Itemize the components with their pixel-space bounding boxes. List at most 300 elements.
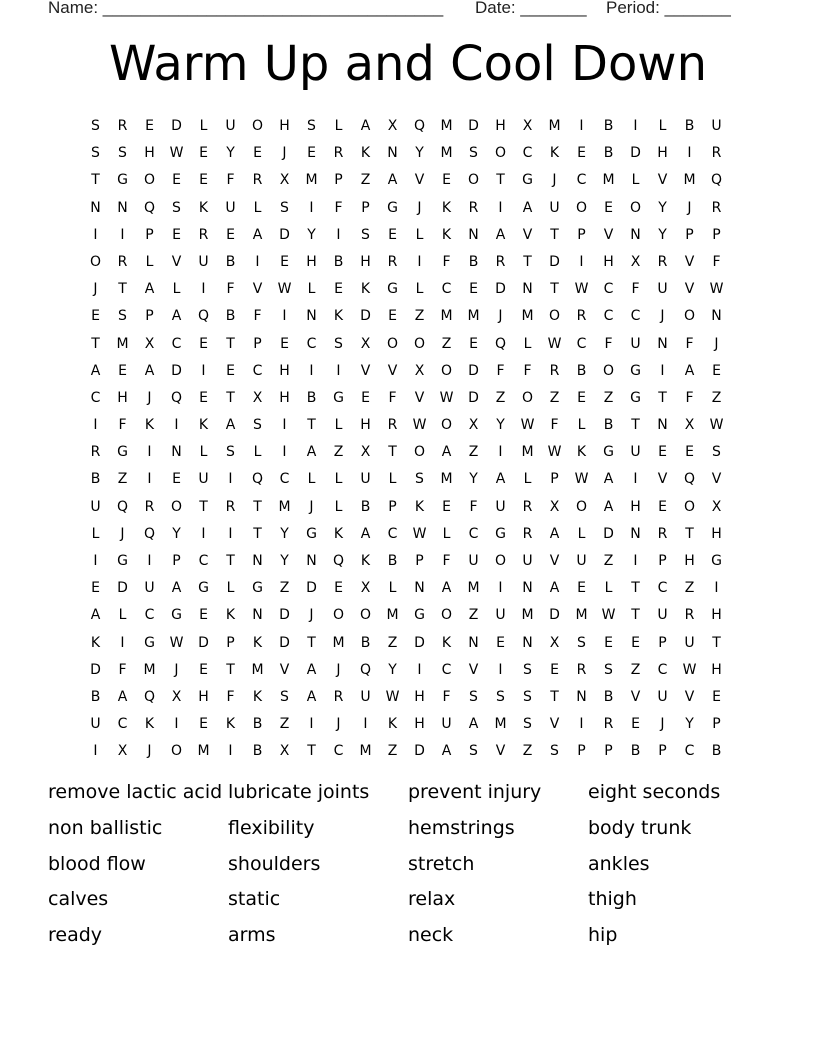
grid-letter[interactable]: E: [658, 444, 667, 461]
grid-letter[interactable]: C: [306, 335, 317, 352]
grid-letter[interactable]: E: [172, 172, 181, 189]
grid-letter[interactable]: T: [253, 525, 262, 542]
grid-letter[interactable]: L: [577, 417, 586, 434]
grid-letter[interactable]: T: [550, 688, 559, 705]
grid-letter[interactable]: H: [279, 362, 290, 379]
grid-letter[interactable]: U: [657, 607, 668, 624]
grid-letter[interactable]: K: [387, 716, 398, 733]
grid-letter[interactable]: U: [522, 553, 533, 569]
grid-letter[interactable]: G: [117, 172, 128, 189]
grid-letter[interactable]: X: [171, 688, 182, 705]
grid-letter[interactable]: T: [199, 498, 208, 515]
grid-letter[interactable]: J: [336, 661, 341, 678]
grid-letter[interactable]: F: [442, 688, 451, 705]
grid-letter[interactable]: E: [91, 580, 100, 597]
grid-letter[interactable]: C: [171, 335, 182, 352]
grid-letter[interactable]: X: [630, 253, 641, 270]
grid-letter[interactable]: G: [333, 389, 344, 406]
grid-letter[interactable]: F: [226, 172, 235, 189]
grid-letter[interactable]: C: [441, 281, 452, 298]
grid-letter[interactable]: K: [198, 199, 209, 216]
grid-letter[interactable]: S: [469, 743, 478, 760]
grid-letter[interactable]: I: [498, 661, 503, 678]
grid-letter[interactable]: R: [117, 118, 128, 134]
grid-letter[interactable]: S: [91, 145, 100, 162]
grid-letter[interactable]: E: [604, 634, 613, 651]
grid-letter[interactable]: I: [93, 553, 98, 569]
grid-letter[interactable]: I: [417, 661, 422, 678]
grid-letter[interactable]: Z: [387, 743, 398, 760]
grid-letter[interactable]: A: [117, 688, 128, 705]
grid-letter[interactable]: K: [252, 688, 263, 705]
grid-letter[interactable]: Q: [143, 525, 156, 542]
grid-letter[interactable]: Y: [226, 145, 235, 162]
grid-letter[interactable]: U: [495, 607, 506, 624]
grid-letter[interactable]: I: [201, 362, 206, 379]
grid-letter[interactable]: C: [522, 145, 533, 162]
grid-letter[interactable]: D: [549, 607, 560, 624]
grid-letter[interactable]: Q: [359, 661, 372, 678]
grid-letter[interactable]: R: [522, 498, 533, 515]
grid-letter[interactable]: K: [144, 417, 155, 434]
grid-letter[interactable]: H: [495, 118, 506, 134]
grid-letter[interactable]: Y: [685, 716, 694, 733]
grid-letter[interactable]: L: [415, 226, 424, 243]
grid-letter[interactable]: N: [468, 226, 479, 243]
grid-letter[interactable]: Z: [603, 553, 614, 569]
grid-letter[interactable]: N: [252, 607, 263, 624]
grid-letter[interactable]: W: [574, 281, 589, 298]
grid-letter[interactable]: M: [251, 661, 264, 678]
grid-letter[interactable]: X: [360, 335, 371, 352]
grid-letter[interactable]: X: [360, 580, 371, 597]
grid-letter[interactable]: Z: [522, 743, 533, 760]
grid-letter[interactable]: G: [306, 525, 317, 542]
grid-letter[interactable]: M: [467, 580, 480, 597]
grid-letter[interactable]: U: [549, 199, 560, 216]
grid-letter[interactable]: I: [633, 553, 638, 569]
grid-letter[interactable]: R: [711, 199, 722, 216]
grid-letter[interactable]: A: [495, 226, 506, 243]
date-field-label[interactable]: Date: _______: [475, 0, 587, 17]
grid-letter[interactable]: P: [334, 172, 343, 189]
grid-letter[interactable]: E: [199, 607, 208, 624]
grid-letter[interactable]: A: [360, 118, 371, 134]
grid-letter[interactable]: X: [414, 362, 425, 379]
grid-letter[interactable]: V: [657, 471, 668, 488]
grid-letter[interactable]: H: [711, 661, 722, 678]
grid-letter[interactable]: B: [603, 688, 614, 705]
grid-letter[interactable]: L: [334, 417, 343, 434]
grid-letter[interactable]: Z: [279, 716, 290, 733]
grid-letter[interactable]: E: [577, 580, 586, 597]
grid-letter[interactable]: Z: [711, 389, 722, 406]
grid-letter[interactable]: L: [334, 498, 343, 515]
grid-letter[interactable]: C: [387, 525, 398, 542]
grid-letter[interactable]: X: [549, 634, 560, 651]
grid-letter[interactable]: P: [577, 743, 586, 760]
grid-letter[interactable]: U: [468, 553, 479, 569]
grid-letter[interactable]: O: [89, 253, 102, 270]
grid-letter[interactable]: G: [252, 580, 263, 597]
grid-letter[interactable]: T: [631, 607, 640, 624]
grid-letter[interactable]: E: [712, 688, 721, 705]
grid-letter[interactable]: Z: [441, 335, 452, 352]
grid-letter[interactable]: C: [144, 607, 155, 624]
grid-letter[interactable]: S: [712, 444, 721, 461]
grid-letter[interactable]: W: [439, 389, 454, 406]
grid-letter[interactable]: R: [252, 172, 263, 189]
grid-letter[interactable]: K: [441, 226, 452, 243]
grid-letter[interactable]: O: [548, 308, 561, 325]
grid-letter[interactable]: P: [577, 226, 586, 243]
grid-letter[interactable]: C: [603, 281, 614, 298]
grid-letter[interactable]: L: [253, 444, 262, 461]
grid-letter[interactable]: U: [360, 688, 371, 705]
grid-letter[interactable]: H: [306, 253, 317, 270]
grid-letter[interactable]: E: [658, 498, 667, 515]
grid-letter[interactable]: S: [523, 716, 532, 733]
grid-letter[interactable]: J: [147, 389, 152, 406]
grid-letter[interactable]: N: [522, 634, 533, 651]
grid-letter[interactable]: U: [198, 253, 209, 270]
grid-letter[interactable]: S: [91, 118, 100, 134]
grid-letter[interactable]: H: [414, 716, 425, 733]
grid-letter[interactable]: E: [496, 634, 505, 651]
grid-letter[interactable]: W: [709, 281, 724, 298]
grid-letter[interactable]: M: [683, 172, 696, 189]
grid-letter[interactable]: O: [575, 498, 588, 515]
grid-letter[interactable]: U: [225, 118, 236, 134]
grid-letter[interactable]: S: [550, 743, 559, 760]
grid-letter[interactable]: O: [575, 199, 588, 216]
grid-letter[interactable]: J: [309, 498, 314, 515]
grid-letter[interactable]: K: [360, 145, 371, 162]
grid-letter[interactable]: R: [657, 525, 668, 542]
grid-letter[interactable]: U: [495, 498, 506, 515]
grid-letter[interactable]: S: [118, 145, 127, 162]
grid-letter[interactable]: S: [496, 688, 505, 705]
grid-letter[interactable]: G: [522, 172, 533, 189]
grid-letter[interactable]: H: [414, 688, 425, 705]
grid-letter[interactable]: H: [360, 253, 371, 270]
grid-letter[interactable]: I: [174, 417, 179, 434]
grid-letter[interactable]: E: [118, 362, 127, 379]
grid-letter[interactable]: S: [226, 444, 235, 461]
grid-letter[interactable]: G: [144, 634, 155, 651]
grid-letter[interactable]: M: [386, 607, 399, 624]
grid-letter[interactable]: Z: [117, 471, 128, 488]
grid-letter[interactable]: C: [279, 471, 290, 488]
grid-letter[interactable]: A: [441, 743, 452, 760]
grid-letter[interactable]: E: [172, 226, 181, 243]
grid-letter[interactable]: K: [333, 308, 344, 325]
grid-letter[interactable]: Z: [468, 444, 479, 461]
grid-letter[interactable]: L: [226, 580, 235, 597]
grid-letter[interactable]: M: [278, 498, 291, 515]
grid-letter[interactable]: R: [522, 525, 533, 542]
grid-letter[interactable]: M: [440, 118, 453, 134]
grid-letter[interactable]: J: [498, 308, 503, 325]
grid-letter[interactable]: E: [334, 281, 343, 298]
grid-letter[interactable]: B: [603, 118, 614, 134]
grid-letter[interactable]: D: [549, 253, 560, 270]
grid-letter[interactable]: F: [631, 281, 640, 298]
grid-letter[interactable]: E: [145, 118, 154, 134]
grid-letter[interactable]: D: [360, 308, 371, 325]
grid-letter[interactable]: B: [711, 743, 722, 760]
grid-letter[interactable]: W: [385, 688, 400, 705]
grid-letter[interactable]: C: [468, 525, 479, 542]
grid-letter[interactable]: B: [225, 253, 236, 270]
grid-letter[interactable]: P: [388, 498, 397, 515]
grid-letter[interactable]: S: [280, 688, 289, 705]
grid-letter[interactable]: O: [440, 607, 453, 624]
grid-letter[interactable]: F: [604, 335, 613, 352]
grid-letter[interactable]: Q: [197, 308, 210, 325]
grid-letter[interactable]: Y: [307, 226, 316, 243]
grid-letter[interactable]: T: [307, 417, 316, 434]
grid-letter[interactable]: T: [631, 417, 640, 434]
grid-letter[interactable]: N: [522, 580, 533, 597]
grid-letter[interactable]: T: [712, 634, 721, 651]
grid-letter[interactable]: L: [199, 118, 208, 134]
grid-letter[interactable]: C: [657, 580, 668, 597]
grid-letter[interactable]: D: [630, 145, 641, 162]
grid-letter[interactable]: M: [143, 661, 156, 678]
grid-letter[interactable]: M: [521, 444, 534, 461]
grid-letter[interactable]: A: [171, 580, 182, 597]
grid-letter[interactable]: T: [307, 743, 316, 760]
grid-letter[interactable]: A: [252, 226, 263, 243]
grid-letter[interactable]: E: [442, 172, 451, 189]
grid-letter[interactable]: H: [117, 389, 128, 406]
grid-letter[interactable]: K: [225, 607, 236, 624]
grid-letter[interactable]: Q: [710, 172, 723, 189]
grid-letter[interactable]: B: [387, 553, 398, 569]
grid-letter[interactable]: C: [576, 172, 587, 189]
grid-letter[interactable]: M: [548, 118, 561, 134]
grid-letter[interactable]: J: [93, 281, 98, 298]
grid-letter[interactable]: H: [657, 145, 668, 162]
grid-letter[interactable]: M: [521, 607, 534, 624]
grid-letter[interactable]: R: [117, 253, 128, 270]
grid-letter[interactable]: F: [550, 417, 559, 434]
grid-letter[interactable]: Y: [388, 661, 397, 678]
grid-letter[interactable]: U: [225, 199, 236, 216]
grid-letter[interactable]: R: [468, 199, 479, 216]
grid-letter[interactable]: I: [120, 634, 125, 651]
grid-letter[interactable]: N: [657, 335, 668, 352]
grid-letter[interactable]: J: [336, 716, 341, 733]
grid-letter[interactable]: O: [386, 335, 399, 352]
grid-letter[interactable]: E: [226, 226, 235, 243]
grid-letter[interactable]: C: [198, 553, 209, 569]
grid-letter[interactable]: D: [117, 580, 128, 597]
grid-letter[interactable]: I: [309, 362, 314, 379]
grid-letter[interactable]: T: [91, 335, 100, 352]
grid-letter[interactable]: R: [198, 226, 209, 243]
grid-letter[interactable]: W: [601, 607, 616, 624]
grid-letter[interactable]: N: [522, 281, 533, 298]
grid-letter[interactable]: K: [252, 634, 263, 651]
grid-letter[interactable]: J: [714, 335, 719, 352]
grid-letter[interactable]: L: [631, 172, 640, 189]
grid-letter[interactable]: F: [523, 362, 532, 379]
grid-letter[interactable]: U: [198, 471, 209, 488]
grid-letter[interactable]: D: [495, 281, 506, 298]
grid-letter[interactable]: V: [603, 226, 614, 243]
grid-letter[interactable]: F: [685, 335, 694, 352]
grid-letter[interactable]: D: [468, 389, 479, 406]
grid-letter[interactable]: A: [306, 688, 317, 705]
grid-letter[interactable]: M: [305, 172, 318, 189]
grid-letter[interactable]: A: [441, 580, 452, 597]
grid-letter[interactable]: D: [468, 362, 479, 379]
grid-letter[interactable]: Z: [279, 580, 290, 597]
grid-letter[interactable]: R: [333, 145, 344, 162]
grid-letter[interactable]: U: [144, 580, 155, 597]
grid-letter[interactable]: G: [198, 580, 209, 597]
grid-letter[interactable]: M: [467, 308, 480, 325]
grid-letter[interactable]: A: [603, 471, 614, 488]
grid-letter[interactable]: J: [687, 199, 692, 216]
grid-letter[interactable]: S: [577, 634, 586, 651]
grid-letter[interactable]: E: [199, 716, 208, 733]
grid-letter[interactable]: Q: [413, 118, 426, 134]
grid-letter[interactable]: Y: [496, 417, 505, 434]
grid-letter[interactable]: U: [630, 335, 641, 352]
grid-letter[interactable]: L: [307, 281, 316, 298]
grid-letter[interactable]: L: [415, 281, 424, 298]
grid-letter[interactable]: B: [603, 417, 614, 434]
grid-letter[interactable]: F: [685, 389, 694, 406]
grid-letter[interactable]: D: [198, 634, 209, 651]
grid-letter[interactable]: I: [282, 444, 287, 461]
grid-letter[interactable]: E: [172, 471, 181, 488]
grid-letter[interactable]: G: [414, 607, 425, 624]
grid-letter[interactable]: C: [252, 362, 263, 379]
grid-letter[interactable]: F: [469, 498, 478, 515]
grid-letter[interactable]: E: [388, 226, 397, 243]
grid-letter[interactable]: F: [253, 308, 262, 325]
grid-letter[interactable]: J: [660, 716, 665, 733]
grid-letter[interactable]: V: [360, 362, 371, 379]
grid-letter[interactable]: S: [334, 335, 343, 352]
grid-letter[interactable]: E: [631, 634, 640, 651]
grid-letter[interactable]: W: [412, 417, 427, 434]
grid-letter[interactable]: V: [468, 661, 479, 678]
grid-letter[interactable]: V: [549, 716, 560, 733]
grid-letter[interactable]: N: [630, 525, 641, 542]
grid-letter[interactable]: K: [441, 199, 452, 216]
grid-letter[interactable]: I: [579, 253, 584, 270]
grid-letter[interactable]: G: [171, 607, 182, 624]
grid-letter[interactable]: M: [359, 743, 372, 760]
grid-letter[interactable]: B: [252, 743, 263, 760]
grid-letter[interactable]: V: [252, 281, 263, 298]
grid-letter[interactable]: D: [306, 580, 317, 597]
grid-letter[interactable]: R: [603, 716, 614, 733]
grid-letter[interactable]: S: [469, 145, 478, 162]
grid-letter[interactable]: A: [306, 661, 317, 678]
grid-letter[interactable]: S: [523, 688, 532, 705]
grid-letter[interactable]: F: [226, 281, 235, 298]
grid-letter[interactable]: J: [552, 172, 557, 189]
grid-letter[interactable]: S: [415, 471, 424, 488]
grid-letter[interactable]: D: [171, 118, 182, 134]
grid-letter[interactable]: P: [226, 634, 235, 651]
grid-letter[interactable]: M: [440, 471, 453, 488]
grid-letter[interactable]: S: [280, 199, 289, 216]
period-field-label[interactable]: Period: _______: [606, 0, 731, 17]
grid-letter[interactable]: O: [629, 199, 642, 216]
grid-letter[interactable]: K: [90, 634, 101, 651]
grid-letter[interactable]: A: [90, 362, 101, 379]
grid-letter[interactable]: B: [90, 688, 101, 705]
grid-letter[interactable]: P: [712, 716, 721, 733]
grid-letter[interactable]: G: [387, 199, 398, 216]
grid-letter[interactable]: G: [117, 553, 128, 569]
grid-letter[interactable]: A: [549, 580, 560, 597]
grid-letter[interactable]: L: [307, 471, 316, 488]
grid-letter[interactable]: L: [523, 335, 532, 352]
grid-letter[interactable]: L: [442, 525, 451, 542]
grid-letter[interactable]: O: [467, 172, 480, 189]
grid-letter[interactable]: B: [603, 145, 614, 162]
grid-letter[interactable]: Y: [172, 525, 181, 542]
grid-letter[interactable]: T: [550, 226, 559, 243]
grid-letter[interactable]: M: [521, 308, 534, 325]
grid-letter[interactable]: J: [417, 199, 422, 216]
grid-letter[interactable]: M: [602, 172, 615, 189]
grid-letter[interactable]: K: [144, 716, 155, 733]
grid-letter[interactable]: A: [90, 607, 101, 624]
grid-letter[interactable]: I: [120, 226, 125, 243]
grid-letter[interactable]: E: [712, 362, 721, 379]
grid-letter[interactable]: O: [170, 743, 183, 760]
grid-letter[interactable]: A: [171, 308, 182, 325]
grid-letter[interactable]: T: [226, 553, 235, 569]
grid-letter[interactable]: F: [442, 553, 451, 569]
grid-letter[interactable]: R: [684, 607, 695, 624]
grid-letter[interactable]: P: [685, 226, 694, 243]
grid-letter[interactable]: E: [550, 661, 559, 678]
grid-letter[interactable]: F: [226, 688, 235, 705]
grid-letter[interactable]: T: [685, 525, 694, 542]
grid-letter[interactable]: J: [309, 607, 314, 624]
grid-letter[interactable]: D: [171, 362, 182, 379]
grid-letter[interactable]: S: [253, 417, 262, 434]
grid-letter[interactable]: X: [468, 417, 479, 434]
grid-letter[interactable]: E: [469, 335, 478, 352]
grid-letter[interactable]: H: [279, 118, 290, 134]
grid-letter[interactable]: Q: [494, 335, 507, 352]
grid-letter[interactable]: O: [521, 389, 534, 406]
grid-letter[interactable]: A: [306, 444, 317, 461]
grid-letter[interactable]: G: [711, 553, 722, 569]
grid-letter[interactable]: K: [225, 716, 236, 733]
grid-letter[interactable]: E: [307, 145, 316, 162]
grid-letter[interactable]: D: [90, 661, 101, 678]
grid-letter[interactable]: Q: [332, 553, 345, 569]
grid-letter[interactable]: W: [547, 335, 562, 352]
grid-letter[interactable]: R: [549, 362, 560, 379]
grid-letter[interactable]: U: [90, 498, 101, 515]
grid-letter[interactable]: B: [468, 253, 479, 270]
grid-letter[interactable]: G: [387, 281, 398, 298]
grid-letter[interactable]: B: [684, 118, 695, 134]
